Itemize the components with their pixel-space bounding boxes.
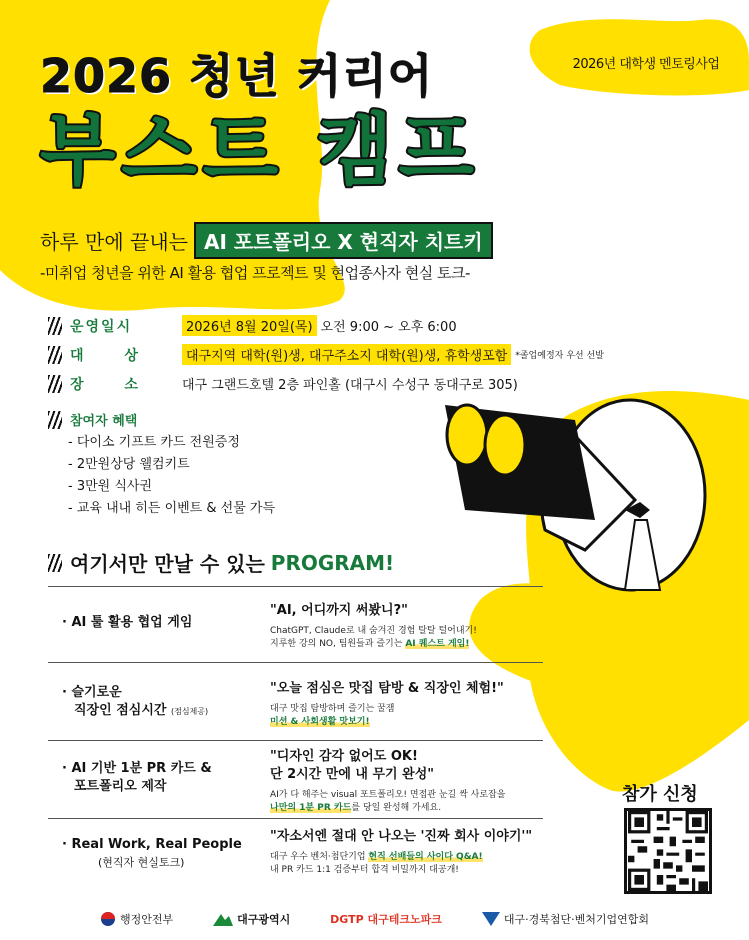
divider [48,662,543,663]
slash-icon [48,411,62,429]
program-4-quote: "자소서엔 절대 안 나오는 '진짜 회사 이야기'" [270,829,533,844]
benefits-title: 참여자 혜택 [70,414,138,429]
program-title-highlight: PROGRAM! [270,550,395,575]
program-1-desc [270,602,540,651]
apply-label: 참가 신청 [622,784,698,805]
program-1-detail [270,625,540,651]
place-label: 장 소 [70,376,156,393]
program-1-quote: "AI, 어디까지 써봤니?" [270,603,408,618]
program-4-name-line1: · Real Work, Real People [62,837,242,852]
program-2-quote: "오늘 점심은 맛집 탐방 & 직장인 체험!" [270,681,504,696]
divider [48,740,543,741]
program-2-detail [270,703,540,729]
subtitle-prefix: 하루 만에 끝내는 [40,230,188,254]
logo-daegu [213,911,290,927]
top-badge: 2026년 대학생 멘토링사업 [548,42,744,82]
date-rest: 오전 9:00 ~ 오후 6:00 [320,320,457,335]
qr-icon [627,811,709,891]
program-4-name [62,836,242,872]
title-line1: 2026 청년 커리어 [40,49,434,103]
program-1-detail-line2: 지루한 강의 NO, 팀원들과 즐기는 [270,639,406,649]
footer-logos [0,898,749,940]
daegu-logo-icon [213,912,233,926]
mois-emblem-icon [100,911,116,927]
program-3-desc [270,748,540,815]
program-4-detail-line1: 대구 우수 벤처·첨단기업 [270,852,369,862]
slash-icon [48,317,62,335]
info-section [48,313,604,400]
benefit-item: - 교육 내내 히든 이벤트 & 선물 가득 [68,501,276,516]
benefits-title-row [48,410,275,429]
info-target-row [48,342,604,367]
slash-icon [48,375,62,393]
program-3-name [62,760,212,796]
target-label: 대 상 [70,347,156,364]
title-line2: 부스트 캠프 [40,106,480,196]
logo-tvba [482,911,649,927]
date-label: 운영일시 [70,318,133,335]
subtitle [40,222,493,259]
program-3-detail-line1: AI가 다 해주는 visual 포트폴리오! 면접관 눈길 싹 사로잡을 [270,790,506,800]
binoculars-illustration [425,390,725,610]
program-2-name-line2: 직장인 점심시간 [74,703,167,718]
footer-logo-text: DGTP 대구테크노파크 [330,913,442,926]
program-3-quote1: "디자인 감각 없어도 OK! [270,749,418,764]
footer-logo-text: 대구·경북첨단·벤처기업연합회 [503,913,649,926]
program-2-name [62,684,208,721]
logo-dgtp [330,911,442,927]
footer-logo-text: 대구광역시 [237,913,291,926]
subtitle-highlight: AI 포트폴리오 X 현직자 치트키 [194,222,493,259]
program-2-detail-line1: 대구 맛집 탐방하며 즐기는 꿀잼 [270,704,395,714]
program-4-desc [270,828,540,877]
program-title [48,548,394,577]
benefit-item: - 2만원상당 웰컴키트 [68,457,190,472]
benefit-item: - 3만원 식사권 [68,479,153,494]
qr-code[interactable] [624,808,712,894]
program-3-name-line1: · AI 기반 1분 PR 카드 & [62,761,212,776]
divider [48,818,543,819]
program-4-name-line2: (현직자 현실토크) [98,856,185,869]
tvba-logo-icon [482,912,500,926]
program-3-detail-mark: 나만의 1분 PR 카드 [270,803,352,813]
program-1-name: · AI 툴 활용 협업 게임 [62,615,193,630]
slash-icon [48,554,62,572]
program-2-name-small: (점심제공) [170,707,209,716]
program-1-detail-line1: ChatGPT, Claude로 내 숨겨진 경험 탈탈 털어내기! [270,626,477,636]
program-3-name-line2: 포트폴리오 제작 [74,779,167,794]
date-highlight: 2026년 8월 20일(목) [182,315,317,336]
program-4-detail-mark: 현직 선배들의 사이다 Q&A! [368,852,483,862]
benefits-section [48,410,275,520]
footer-logo-text: 행정안전부 [119,913,174,926]
subtitle-line2: -미취업 청년을 위한 AI 활용 협업 프로젝트 및 현업종사자 현실 토크- [40,264,470,282]
logo-mois [100,911,173,927]
target-note: *졸업예정자 우선 선발 [515,351,604,361]
info-date-row [48,313,604,338]
program-2-detail-mark: 미션 & 사회생활 맛보기! [270,717,370,727]
program-3-quote2: 단 2시간 만에 내 무기 완성" [270,767,435,782]
divider [48,586,543,587]
program-4-detail [270,851,540,877]
program-2-desc [270,680,540,729]
program-1-detail-mark: AI 퀘스트 게임! [405,639,470,649]
program-2-name-line1: · 슬기로운 [62,685,122,700]
slash-icon [48,346,62,364]
program-4-detail-line2: 내 PR 카드 1:1 검증부터 합격 비밀까지 대공개! [270,865,459,875]
program-3-detail [270,789,540,815]
program-3-detail-line2: 를 당일 완성해 가세요. [351,803,442,813]
program-title-prefix: 여기서만 만날 수 있는 [70,552,265,576]
place-value: 대구 그랜드호텔 2층 파인홀 (대구시 수성구 동대구로 305) [182,378,518,393]
target-highlight: 대구지역 대학(원)생, 대구주소지 대학(원)생, 휴학생포함 [182,344,511,365]
info-place-row [48,371,604,396]
benefit-item: - 다이소 기프트 카드 전원증정 [68,435,240,450]
